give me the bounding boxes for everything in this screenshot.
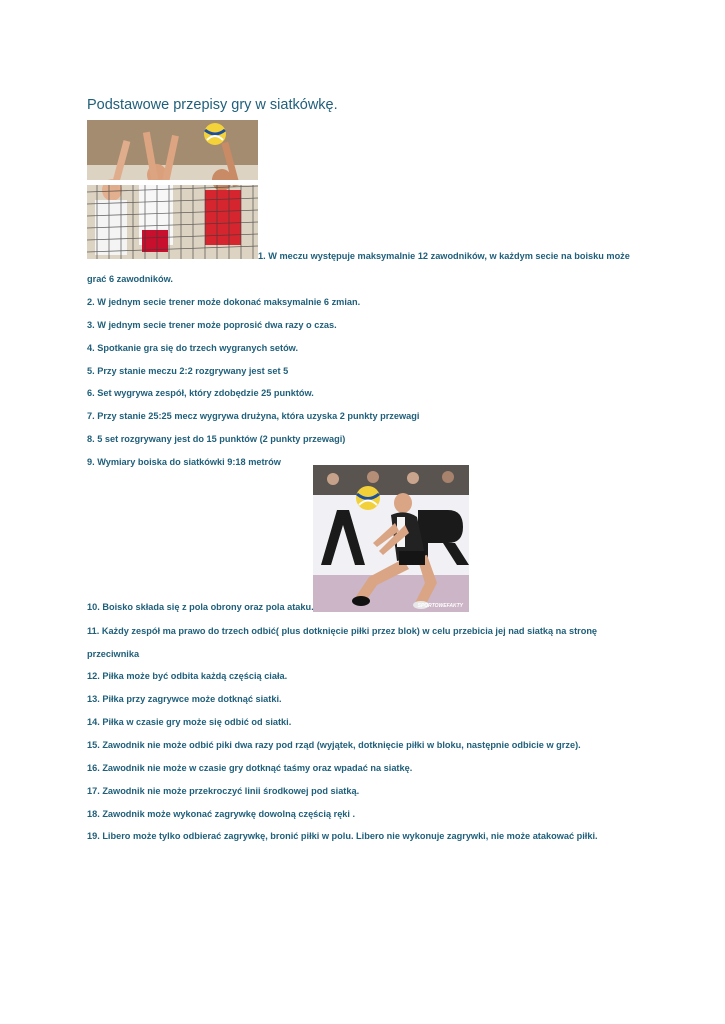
rule-17: 17. Zawodnik nie może przekroczyć linii środkowej pod siatką. bbox=[87, 786, 360, 796]
rule-18: 18. Zawodnik może wykonać zagrywkę dowolną częścią ręki . bbox=[87, 809, 356, 819]
rule-6: 6. Set wygrywa zespół, który zdobędzie 25 punktów. bbox=[87, 388, 314, 398]
rule-7: 7. Przy stanie 25:25 mecz wygrywa drużyna, która uzyska 2 punkty przewagi bbox=[87, 411, 420, 421]
rule-4: 4. Spotkanie gra się do trzech wygranych setów. bbox=[87, 343, 299, 353]
volleyball-block-photo bbox=[87, 120, 258, 259]
rule-1: 1. W meczu występuje maksymalnie 12 zawodników, w każdym secie na boisku może bbox=[258, 251, 630, 261]
rule-11-cont: przeciwnika bbox=[87, 649, 140, 659]
rule-12: 12. Piłka może być odbita każdą częścią ciała. bbox=[87, 671, 288, 681]
rule-14: 14. Piłka w czasie gry może się odbić od siatki. bbox=[87, 717, 292, 727]
rule-16: 16. Zawodnik nie może w czasie gry dotknąć taśmy oraz wpadać na siatkę. bbox=[87, 763, 413, 773]
rule-11: 11. Każdy zespół ma prawo do trzech odbić( plus dotknięcie piłki przez blok) w celu przebicia jej nad siatką na stronę bbox=[87, 626, 598, 636]
rule-19: 19. Libero może tylko odbierać zagrywkę, bronić piłki w polu. Libero nie wykonuje zagrywki, nie może atakować piłki. bbox=[87, 831, 598, 841]
rule-8: 8. 5 set rozgrywany jest do 15 punktów (2 punkty przewagi) bbox=[87, 434, 346, 444]
rule-5: 5. Przy stanie meczu 2:2 rozgrywany jest set 5 bbox=[87, 366, 289, 376]
rule-15: 15. Zawodnik nie może odbić piki dwa razy pod rząd (wyjątek, dotknięcie piłki w bloku, następnie odbicie w grze). bbox=[87, 740, 581, 750]
page-title: Podstawowe przepisy gry w siatkówkę. bbox=[87, 97, 338, 113]
rule-3: 3. W jednym secie trener może poprosić dwa razy o czas. bbox=[87, 320, 337, 330]
rule-1-cont: grać 6 zawodników. bbox=[87, 274, 173, 284]
rule-2: 2. W jednym secie trener może dokonać maksymalnie 6 zmian. bbox=[87, 297, 361, 307]
libero-dig-photo bbox=[313, 465, 469, 612]
photo-watermark: SPORTOWEFAKTY bbox=[417, 603, 463, 609]
rule-10: 10. Boisko składa się z pola obrony oraz pola ataku. bbox=[87, 602, 314, 612]
rule-9: 9. Wymiary boiska do siatkówki 9:18 metrów bbox=[87, 457, 281, 467]
rule-13: 13. Piłka przy zagrywce może dotknąć siatki. bbox=[87, 694, 282, 704]
